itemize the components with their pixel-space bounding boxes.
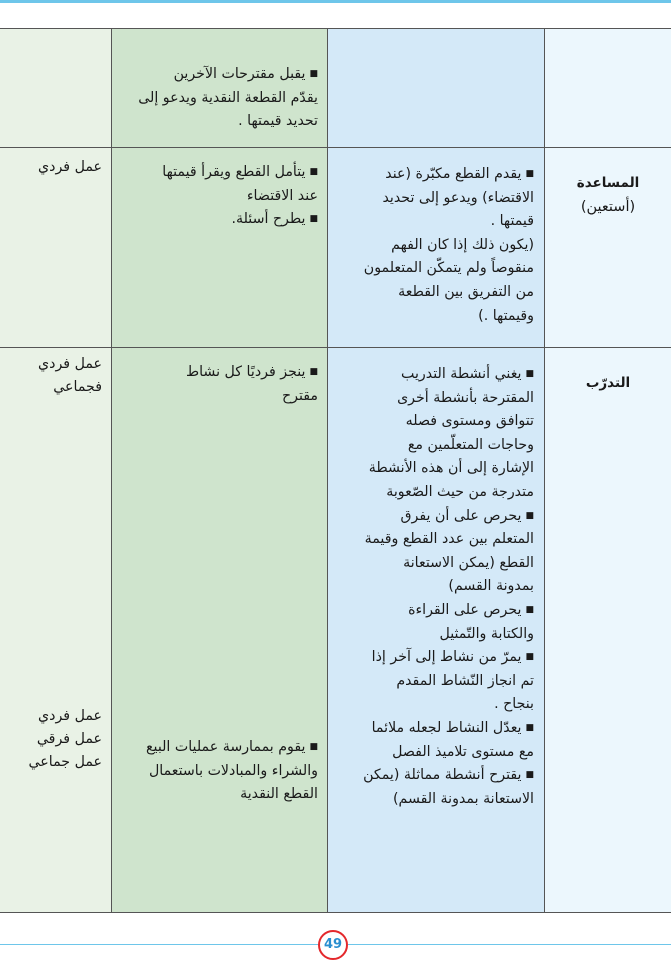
learner-line: ■ ينجز فرديًا كل نشاط	[118, 361, 318, 385]
teacher-line: ■ يقدم القطع مكبّرة (عند	[338, 163, 534, 187]
teacher-line: ■ يقترح أنشطة مماثلة (يمكن	[338, 764, 534, 788]
learner-line: ■ يقبل مقترحات الآخرين	[118, 63, 318, 87]
learner-line: يقدّم القطعة النقدية ويدعو إلى	[138, 89, 318, 106]
teacher-line: منقوصاً ولم يتمكّن المتعلمون	[363, 260, 534, 277]
teacher-line: بمدونة القسم)	[448, 578, 534, 595]
column-divider	[544, 29, 545, 912]
row-divider	[0, 147, 671, 148]
row3-teacher-cell	[338, 363, 534, 811]
teacher-line: القطع (يمكن الاستعانة	[403, 554, 534, 571]
teacher-line: تتوافق ومستوى فصله	[405, 413, 534, 430]
work-type-line: عمل فردي	[38, 708, 102, 724]
teacher-line: المقترحة بأنشطة أخرى	[397, 389, 534, 406]
row2-work-type-cell	[6, 156, 102, 179]
teacher-line: وقيمتها .)	[478, 307, 534, 324]
teacher-line: من التفريق بين القطعة	[398, 283, 534, 300]
row2-learner-cell	[118, 161, 318, 232]
learner-line: ■ يقوم بممارسة عمليات البيع	[118, 736, 318, 760]
learner-line: مقترح	[281, 387, 318, 404]
row3-learner-cell-a	[118, 361, 318, 408]
teacher-line: المتعلم بين عدد القطع وقيمة	[364, 531, 534, 548]
stage-title-practice: التدرّب	[585, 375, 631, 391]
learner-line: ■ يتأمل القطع ويقرأ قيمتها	[118, 161, 318, 185]
top-rule	[0, 0, 671, 3]
teacher-line: ■ يحرص على القراءة	[338, 599, 534, 623]
page-number: 49	[318, 930, 348, 960]
row2-teacher-cell	[338, 163, 534, 328]
work-type-line: عمل فردي	[38, 159, 102, 175]
teacher-line: متدرجة من حيث الصّعوبة	[386, 483, 534, 500]
row-divider	[0, 347, 671, 348]
teacher-line: ■ يحرص على أن يفرق	[338, 505, 534, 529]
teacher-line: مع مستوى تلاميذ الفصل	[392, 743, 534, 760]
stage-column	[545, 29, 671, 912]
teacher-line: تم انجاز النّشاط المقدم	[396, 672, 534, 689]
learner-line: والشراء والمبادلات باستعمال	[148, 762, 318, 779]
teacher-line: الاستعانة بمدونة القسم)	[392, 790, 534, 807]
column-divider	[327, 29, 328, 912]
teacher-line: ■ يغني أنشطة التدريب	[338, 363, 534, 387]
learner-line: تحديد قيمتها .	[238, 113, 318, 130]
teacher-line: وحاجات المتعلّمين مع	[407, 436, 534, 453]
footer-rule-left	[0, 944, 318, 945]
stage-subtitle-assistance: (أستعين)	[580, 199, 636, 215]
learner-line: عند الاقتضاء	[246, 187, 318, 204]
teacher-line: ■ يمرّ من نشاط إلى آخر إذا	[338, 646, 534, 670]
learner-line: القطع النقدية	[240, 786, 318, 803]
work-type-line: عمل جماعي	[28, 754, 102, 770]
lesson-table	[0, 28, 671, 913]
work-type-line: عمل فرقي	[36, 731, 102, 747]
teacher-line: الاقتضاء) ويدعو إلى تحديد	[382, 189, 534, 206]
stage-title-assistance: المساعدة	[576, 175, 640, 191]
footer-rule-right	[348, 944, 671, 945]
learner-line: ■ يطرح أسئلة.	[118, 208, 318, 232]
work-type-line: فجماعي	[53, 379, 102, 395]
row3-work-type-cell-b	[6, 705, 102, 774]
teacher-line: الإشارة إلى أن هذه الأنشطة	[368, 460, 534, 477]
teacher-line: ■ يعدّل النشاط لجعله ملائما	[338, 717, 534, 741]
teacher-line: (يكون ذلك إذا كان الفهم	[391, 236, 534, 253]
row3-work-type-cell-a	[6, 353, 102, 399]
teacher-line: والكتابة والتّمثيل	[439, 625, 534, 642]
row1-learner-cell	[118, 63, 318, 134]
teacher-line: بنجاح .	[494, 696, 534, 713]
row3-learner-cell-b	[118, 736, 318, 807]
work-type-line: عمل فردي	[38, 356, 102, 372]
column-divider	[111, 29, 112, 912]
teacher-line: قيمتها .	[490, 213, 534, 230]
